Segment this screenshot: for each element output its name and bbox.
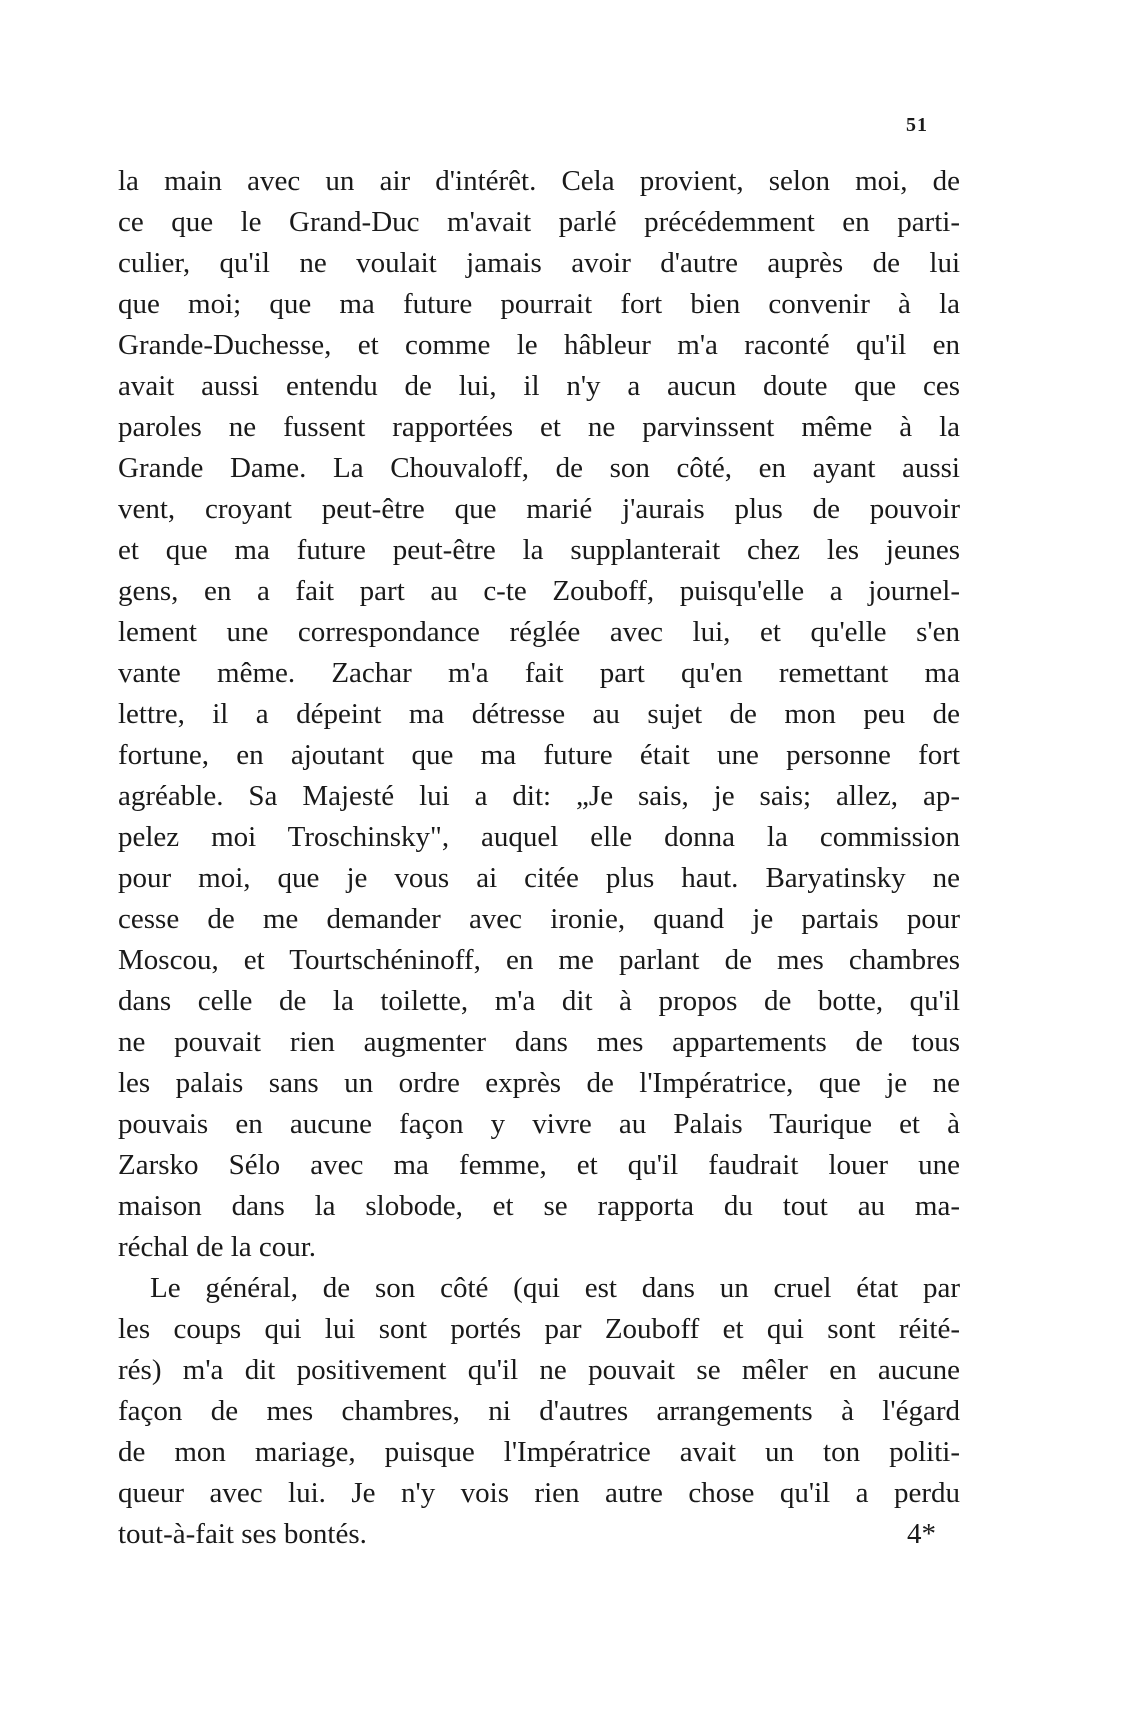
text-line: ne pouvait rien augmenter dans mes appartements de tous <box>118 1026 960 1058</box>
text-line: que moi; que ma future pourrait fort bien convenir à la <box>118 288 960 320</box>
text-line: façon de mes chambres, ni d'autres arrangements à l'égard <box>118 1395 960 1427</box>
page-number: 51 <box>906 114 928 136</box>
text-line: fortune, en ajoutant que ma future était une personne fort <box>118 739 960 771</box>
text-line: gens, en a fait part au c-te Zouboff, puisqu'elle a journel- <box>118 575 960 607</box>
text-line: réchal de la cour. <box>118 1231 317 1263</box>
text-line: culier, qu'il ne voulait jamais avoir d'autre auprès de lui <box>118 247 960 279</box>
text-line: rés) m'a dit positivement qu'il ne pouvait se mêler en aucune <box>118 1354 960 1386</box>
body-text <box>118 161 960 1555</box>
text-line: Le général, de son côté (qui est dans un cruel état par <box>150 1272 960 1304</box>
text-line: les coups qui lui sont portés par Zouboff et qui sont réité- <box>118 1313 960 1345</box>
text-line: pouvais en aucune façon y vivre au Palais Taurique et à <box>118 1108 960 1140</box>
text-line: dans celle de la toilette, m'a dit à propos de botte, qu'il <box>118 985 960 1017</box>
text-line: lettre, il a dépeint ma détresse au sujet de mon peu de <box>118 698 960 730</box>
text-line: vante même. Zachar m'a fait part qu'en remettant ma <box>118 657 960 689</box>
text-line: pour moi, que je vous ai citée plus haut. Baryatinsky ne <box>118 862 960 894</box>
text-line: Grande-Duchesse, et comme le hâbleur m'a raconté qu'il en <box>118 329 960 361</box>
text-line: cesse de me demander avec ironie, quand je partais pour <box>118 903 960 935</box>
text-line: Grande Dame. La Chouvaloff, de son côté, en ayant aussi <box>118 452 960 484</box>
paragraph <box>118 161 960 1268</box>
text-line: tout-à-fait ses bontés. <box>118 1518 367 1550</box>
text-line: paroles ne fussent rapportées et ne parvinssent même à la <box>118 411 960 443</box>
text-line: maison dans la slobode, et se rapporta du tout au ma- <box>118 1190 960 1222</box>
text-line: vent, croyant peut-être que marié j'aurais plus de pouvoir <box>118 493 960 525</box>
paragraph <box>118 1268 960 1555</box>
text-line: avait aussi entendu de lui, il n'y a aucun doute que ces <box>118 370 960 402</box>
text-line: Moscou, et Tourtschéninoff, en me parlant de mes chambres <box>118 944 960 976</box>
text-line: de mon mariage, puisque l'Impératrice avait un ton politi- <box>118 1436 960 1468</box>
text-line: pelez moi Troschinsky", auquel elle donna la commission <box>118 821 960 853</box>
text-line: et que ma future peut-être la supplanterait chez les jeunes <box>118 534 960 566</box>
final-line <box>118 1514 960 1555</box>
text-line: les palais sans un ordre exprès de l'Impératrice, que je ne <box>118 1067 960 1099</box>
text-line: Zarsko Sélo avec ma femme, et qu'il faudrait louer une <box>118 1149 960 1181</box>
text-line: lement une correspondance réglée avec lui, et qu'elle s'en <box>118 616 960 648</box>
text-line: la main avec un air d'intérêt. Cela provient, selon moi, de <box>118 165 960 197</box>
signature-mark: 4* <box>907 1518 936 1550</box>
text-line: agréable. Sa Majesté lui a dit: „Je sais, je sais; allez, ap- <box>118 780 960 812</box>
text-line: ce que le Grand-Duc m'avait parlé précédemment en parti- <box>118 206 960 238</box>
text-line: queur avec lui. Je n'y vois rien autre chose qu'il a perdu <box>118 1477 960 1509</box>
